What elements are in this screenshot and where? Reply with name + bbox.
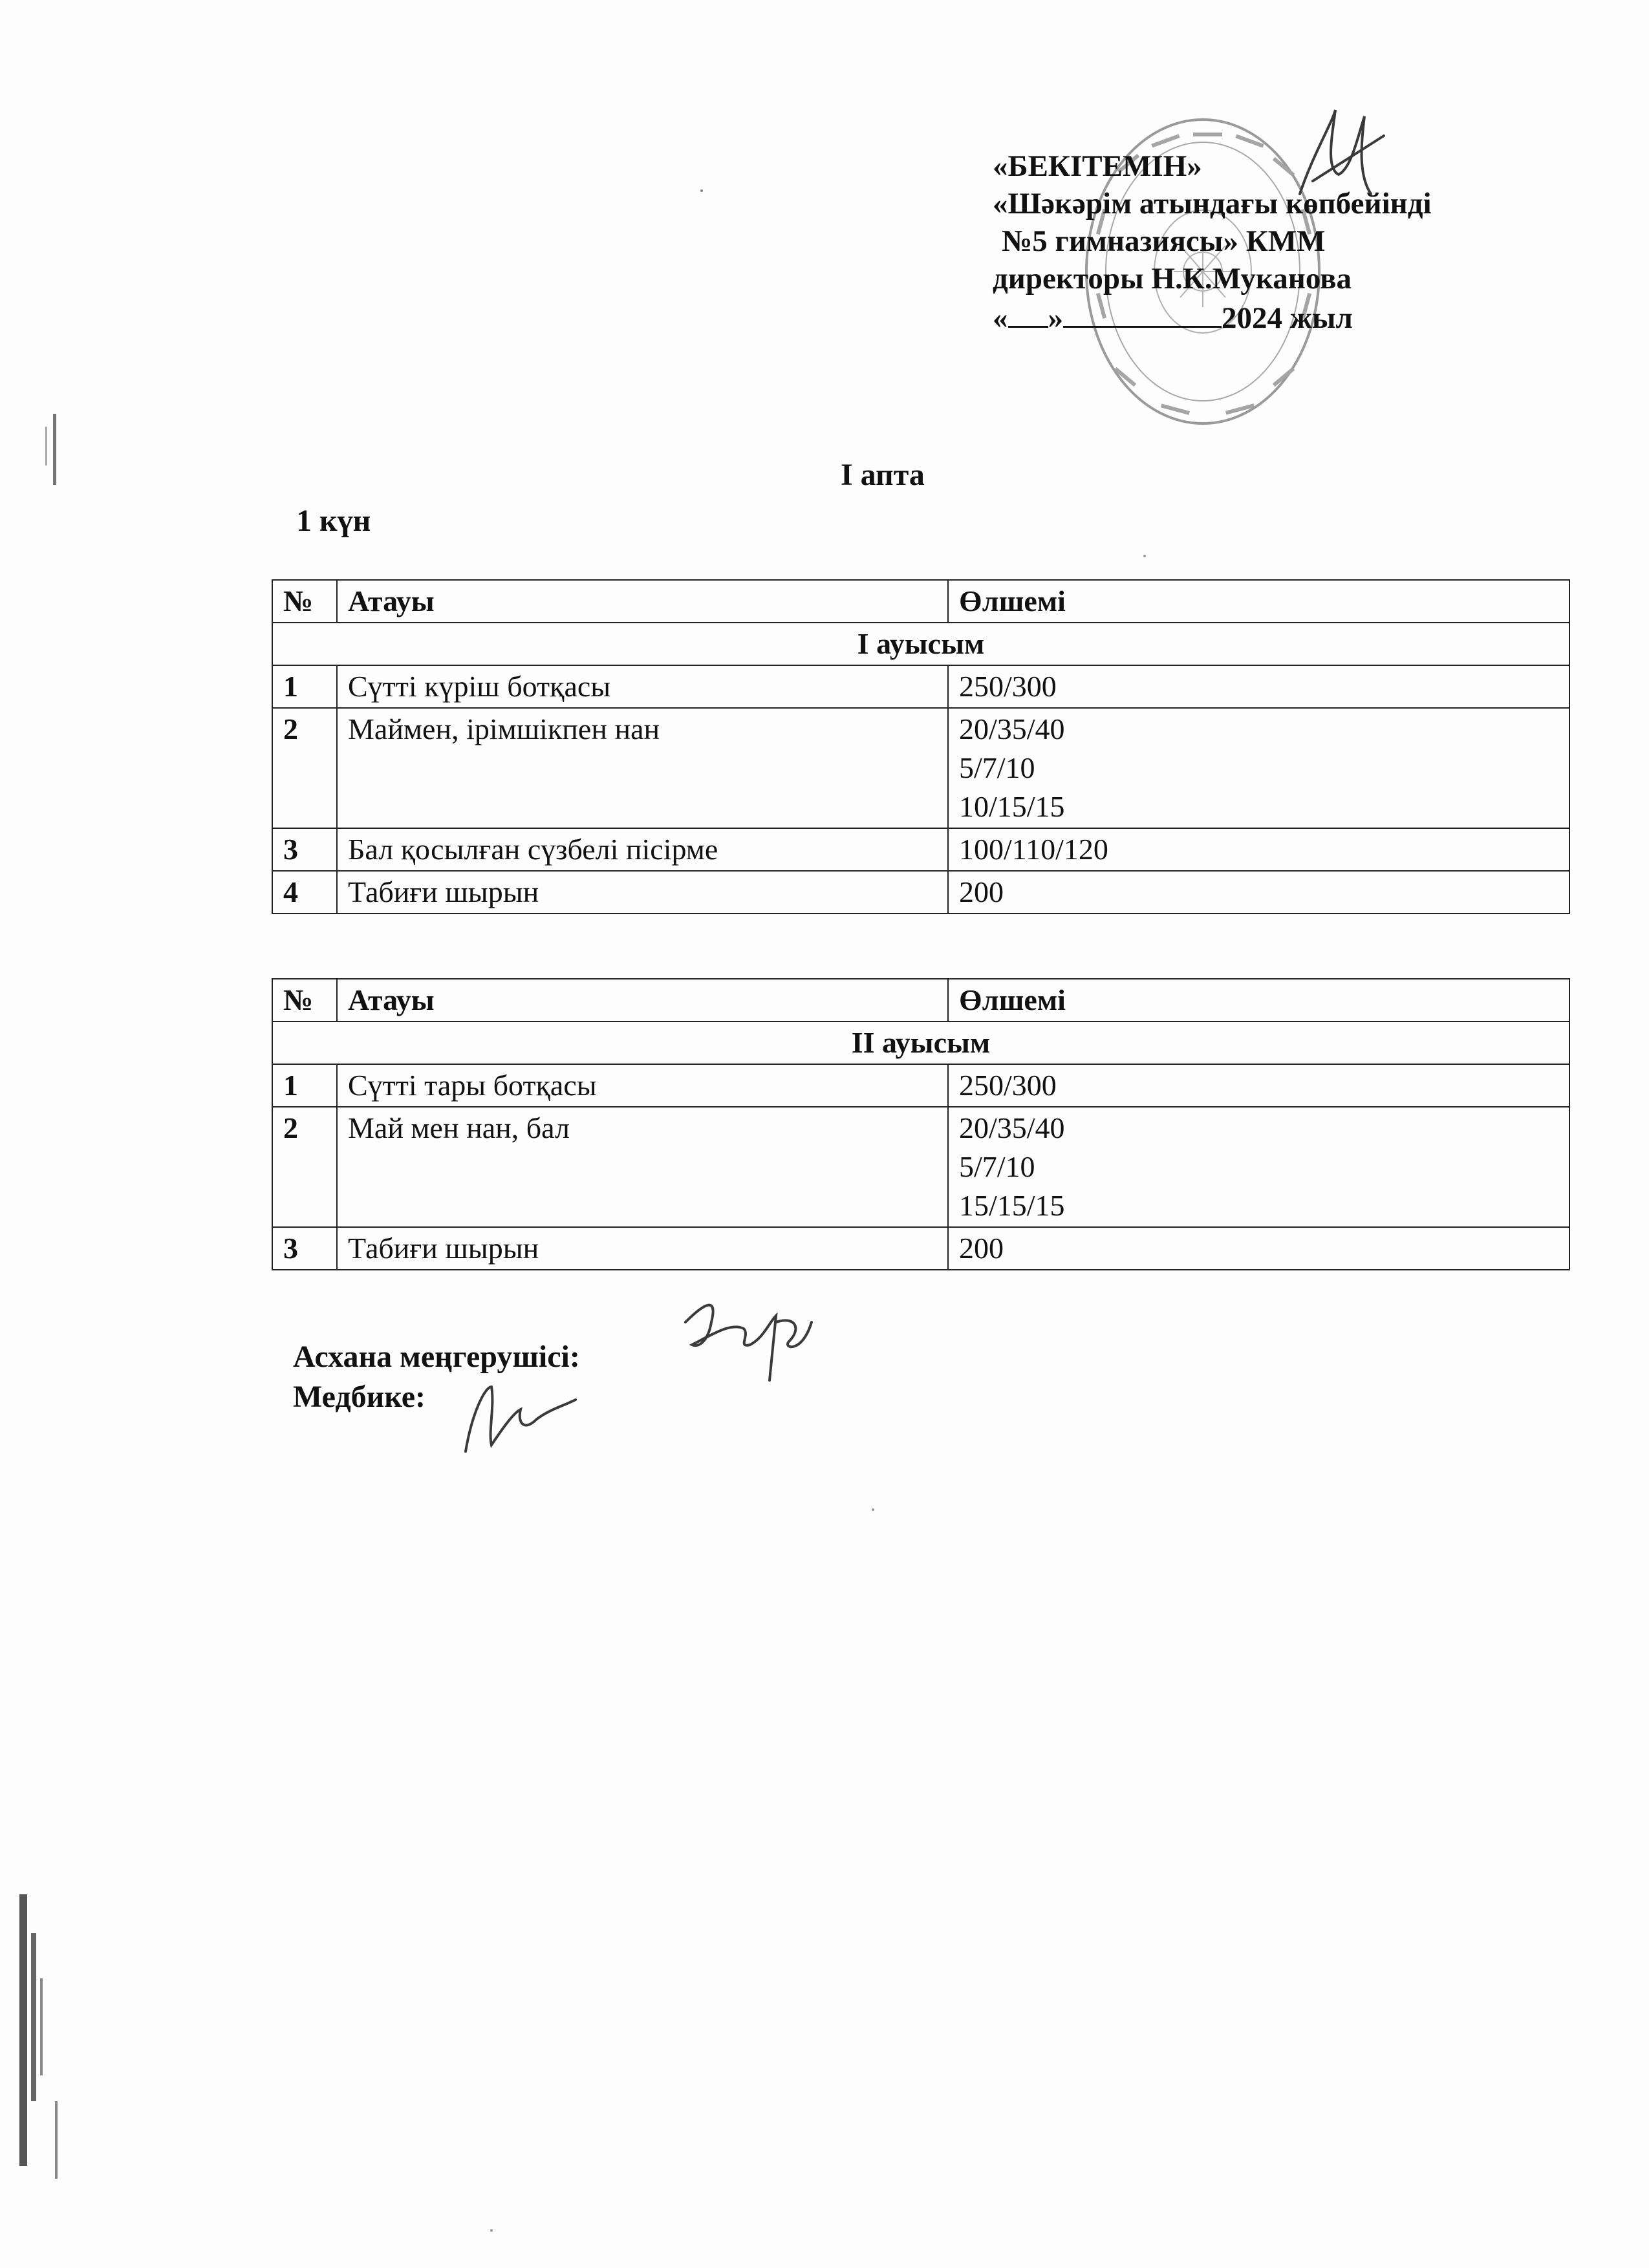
day-title: 1 күн <box>296 504 371 538</box>
week-title: І апта <box>841 458 925 492</box>
director-signature <box>1287 97 1390 220</box>
amount-value: 200 <box>959 1232 1004 1265</box>
header-number: № <box>272 979 337 1022</box>
amount-value: 200 <box>959 875 1004 908</box>
shift1-title: І ауысым <box>272 623 1569 665</box>
row-amount <box>948 871 1569 914</box>
approval-block <box>993 147 1575 337</box>
row-number: 1 <box>272 1064 337 1107</box>
header-amount: Өлшемі <box>948 979 1569 1022</box>
row-amount <box>948 828 1569 871</box>
row-amount <box>948 1227 1569 1270</box>
shift2-rows <box>272 1022 1569 1270</box>
amount-value: 100/110/120 <box>959 833 1108 866</box>
row-dish-name: Табиғи шырын <box>337 1227 948 1270</box>
header-name: Атауы <box>337 979 948 1022</box>
approval-title: «БЕКІТЕМІН» <box>993 149 1202 183</box>
shift2-menu-table <box>272 978 1570 1270</box>
row-number: 2 <box>272 708 337 828</box>
table-row <box>272 1227 1569 1270</box>
date-month-blank <box>1063 297 1222 328</box>
table-row <box>272 1064 1569 1107</box>
row-number: 1 <box>272 665 337 708</box>
nurse-label: Медбике: <box>293 1380 426 1414</box>
table-row <box>272 871 1569 914</box>
approval-school-line: «Шәкәрім атындағы көпбейінді <box>993 187 1432 220</box>
approval-gymnasium-line: №5 гимназиясы» КММ <box>1002 224 1326 258</box>
kitchen-head-signature <box>673 1283 821 1400</box>
row-number: 2 <box>272 1107 337 1227</box>
shift-title-row <box>272 1022 1569 1064</box>
shift2-title: ІІ ауысым <box>272 1022 1569 1064</box>
table-header-row <box>272 979 1569 1022</box>
amount-value: 5/7/10 <box>959 1150 1035 1183</box>
date-open-quote: « <box>993 301 1008 335</box>
amount-value: 15/15/15 <box>959 1189 1065 1222</box>
nurse-signature <box>453 1374 582 1458</box>
row-dish-name: Бал қосылған сүзбелі пісірме <box>337 828 948 871</box>
amount-value: 250/300 <box>959 1069 1057 1102</box>
header-amount: Өлшемі <box>948 580 1569 623</box>
row-amount <box>948 708 1569 828</box>
row-amount <box>948 665 1569 708</box>
row-number: 3 <box>272 1227 337 1270</box>
table-row <box>272 708 1569 828</box>
table-header-row <box>272 580 1569 623</box>
shift1-menu-table <box>272 579 1570 914</box>
approval-director-line: директоры Н.К.Муканова <box>993 262 1352 295</box>
date-day-blank <box>1008 297 1048 328</box>
header-name: Атауы <box>337 580 948 623</box>
row-amount <box>948 1107 1569 1227</box>
amount-value: 20/35/40 <box>959 1111 1065 1144</box>
row-dish-name: Сүтті күріш ботқасы <box>337 665 948 708</box>
approval-date-line <box>993 297 1575 337</box>
row-amount <box>948 1064 1569 1107</box>
row-dish-name: Май мен нан, бал <box>337 1107 948 1227</box>
amount-value: 10/15/15 <box>959 790 1065 823</box>
table-row <box>272 828 1569 871</box>
row-dish-name: Табиғи шырын <box>337 871 948 914</box>
shift-title-row <box>272 623 1569 665</box>
row-dish-name: Сүтті тары ботқасы <box>337 1064 948 1107</box>
table-row <box>272 665 1569 708</box>
kitchen-head-label: Асхана меңгерушісі: <box>293 1340 580 1374</box>
amount-value: 20/35/40 <box>959 712 1065 745</box>
amount-value: 250/300 <box>959 670 1057 703</box>
header-number: № <box>272 580 337 623</box>
row-number: 3 <box>272 828 337 871</box>
amount-value: 5/7/10 <box>959 751 1035 784</box>
table-row <box>272 1107 1569 1227</box>
date-year: 2024 жыл <box>1222 301 1353 335</box>
date-close-quote: » <box>1048 301 1063 335</box>
shift1-rows <box>272 623 1569 914</box>
row-dish-name: Маймен, ірімшікпен нан <box>337 708 948 828</box>
row-number: 4 <box>272 871 337 914</box>
